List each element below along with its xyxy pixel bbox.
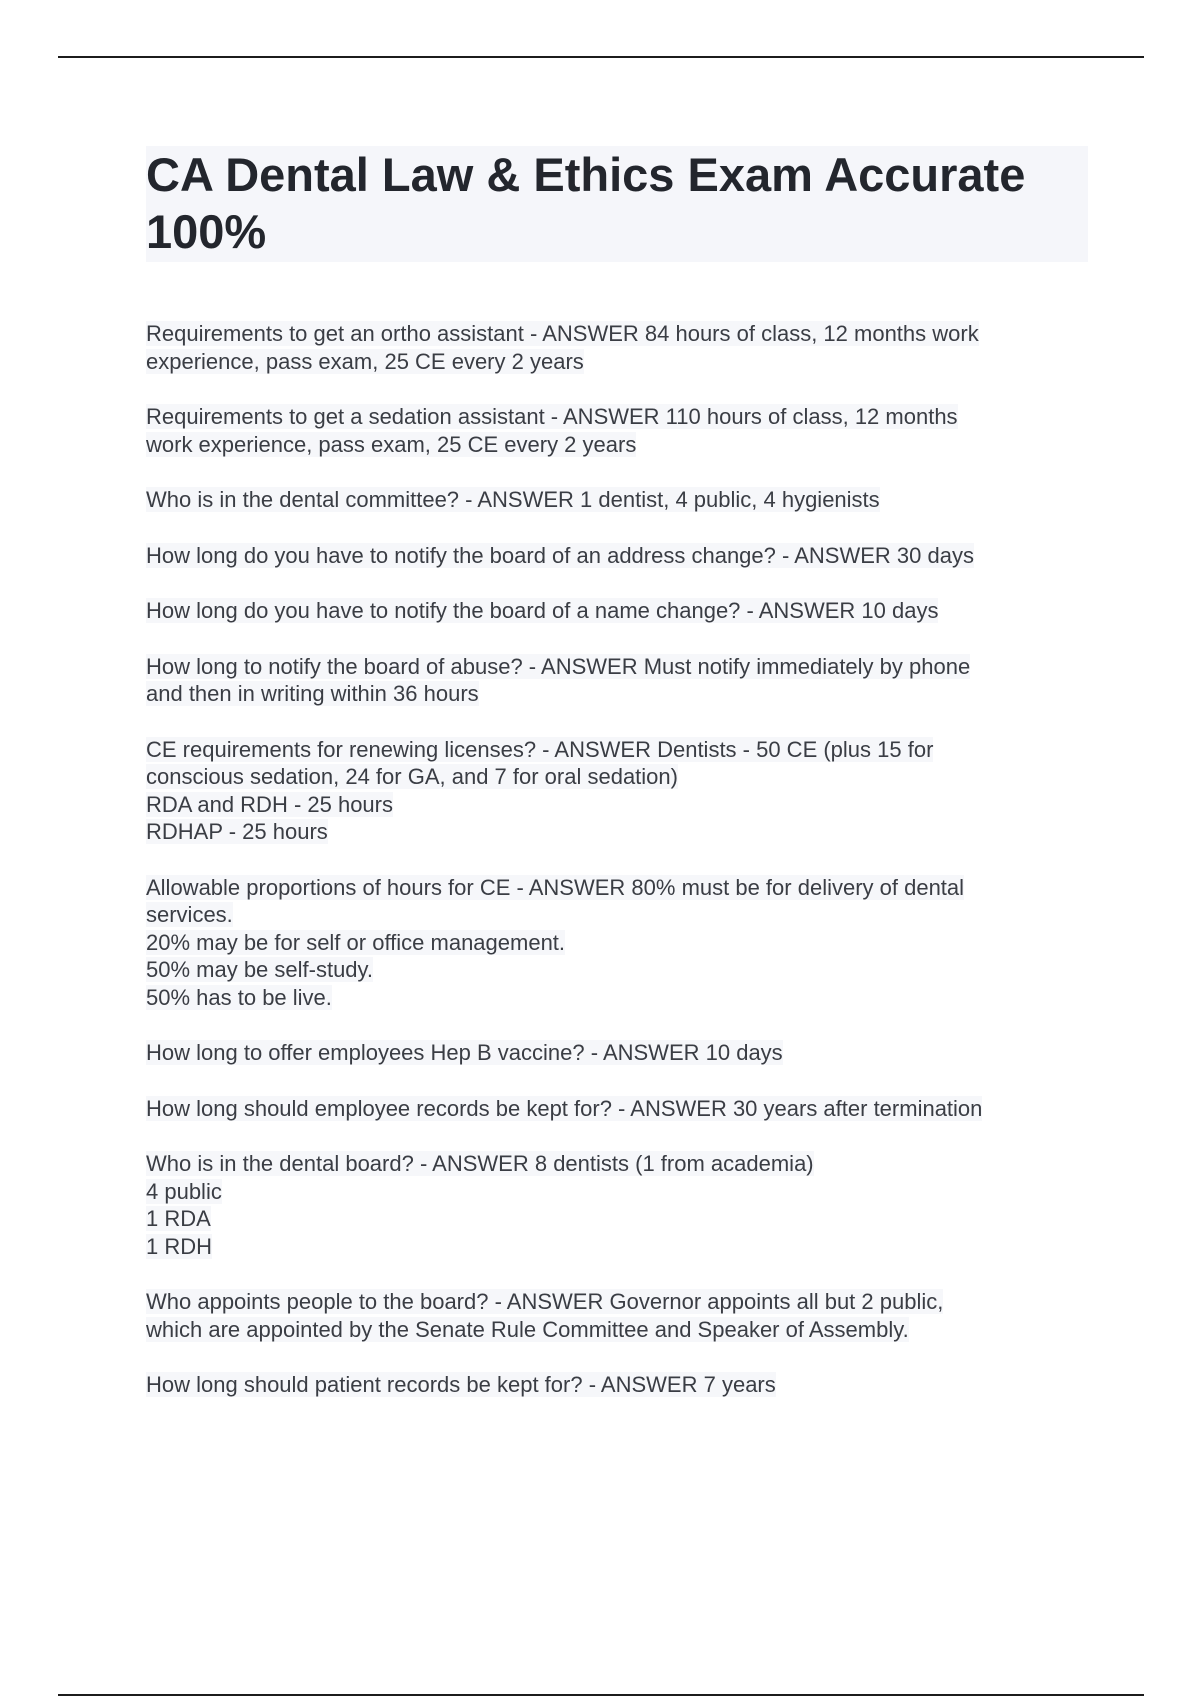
qa-line-text: services. bbox=[146, 902, 233, 927]
qa-line-text: How long should patient records be kept for? - ANSWER 7 years bbox=[146, 1372, 776, 1397]
qa-line bbox=[146, 1150, 1088, 1178]
qa-item bbox=[146, 597, 1088, 625]
qa-line bbox=[146, 1039, 1088, 1067]
qa-line-text: Who is in the dental board? - ANSWER 8 dentists (1 from academia) bbox=[146, 1151, 814, 1176]
qa-line-text: 1 RDH bbox=[146, 1233, 213, 1259]
page-title: CA Dental Law & Ethics Exam Accurate 100% bbox=[146, 146, 1088, 262]
qa-line-text: 50% has to be live. bbox=[146, 984, 332, 1010]
qa-line bbox=[146, 736, 1088, 764]
qa-line-text: 1 RDA bbox=[146, 1206, 211, 1231]
qa-line-text: How long do you have to notify the board of a name change? - ANSWER 10 days bbox=[146, 598, 939, 623]
qa-line bbox=[146, 348, 1088, 376]
qa-line bbox=[146, 1178, 1088, 1206]
qa-line bbox=[146, 984, 1088, 1012]
qa-item bbox=[146, 403, 1088, 458]
qa-line bbox=[146, 874, 1088, 902]
qa-line bbox=[146, 791, 1088, 819]
qa-line-text: Who is in the dental committee? - ANSWER 1 dentist, 4 public, 4 hygienists bbox=[146, 487, 880, 512]
qa-line bbox=[146, 901, 1088, 929]
bottom-rule bbox=[58, 1694, 1144, 1696]
qa-line bbox=[146, 763, 1088, 791]
qa-item bbox=[146, 874, 1088, 1012]
qa-line-text: Who appoints people to the board? - ANSWER Governor appoints all but 2 public, bbox=[146, 1289, 944, 1314]
qa-line-text: Allowable proportions of hours for CE - ANSWER 80% must be for delivery of dental bbox=[146, 874, 965, 900]
qa-line-text: which are appointed by the Senate Rule Committee and Speaker of Assembly. bbox=[146, 1316, 909, 1342]
qa-line bbox=[146, 1233, 1088, 1261]
qa-line-text: Requirements to get an ortho assistant - ANSWER 84 hours of class, 12 months work bbox=[146, 321, 979, 346]
qa-line bbox=[146, 597, 1088, 625]
qa-line bbox=[146, 486, 1088, 514]
qa-line-text: RDA and RDH - 25 hours bbox=[146, 791, 393, 817]
qa-line-text: How long should employee records be kept for? - ANSWER 30 years after termination bbox=[146, 1095, 983, 1121]
qa-line-text: 50% may be self-study. bbox=[146, 957, 374, 982]
qa-line-text: Requirements to get a sedation assistant - ANSWER 110 hours of class, 12 months bbox=[146, 404, 958, 429]
qa-line bbox=[146, 956, 1088, 984]
qa-line-text: conscious sedation, 24 for GA, and 7 for oral sedation) bbox=[146, 764, 678, 789]
qa-item bbox=[146, 486, 1088, 514]
qa-item bbox=[146, 1039, 1088, 1067]
qa-line bbox=[146, 403, 1088, 431]
qa-item bbox=[146, 542, 1088, 570]
qa-item bbox=[146, 1288, 1088, 1343]
qa-item bbox=[146, 653, 1088, 708]
qa-line bbox=[146, 818, 1088, 846]
qa-item bbox=[146, 320, 1088, 375]
qa-line-text: work experience, pass exam, 25 CE every 2 years bbox=[146, 431, 637, 457]
qa-line-text: RDHAP - 25 hours bbox=[146, 819, 328, 844]
qa-line bbox=[146, 431, 1088, 459]
qa-line-text: How long to offer employees Hep B vaccine? - ANSWER 10 days bbox=[146, 1040, 783, 1065]
qa-line bbox=[146, 653, 1088, 681]
qa-line bbox=[146, 320, 1088, 348]
qa-item bbox=[146, 736, 1088, 846]
qa-line bbox=[146, 929, 1088, 957]
qa-line-text: and then in writing within 36 hours bbox=[146, 681, 479, 706]
qa-item bbox=[146, 1095, 1088, 1123]
qa-line bbox=[146, 680, 1088, 708]
qa-line-text: experience, pass exam, 25 CE every 2 years bbox=[146, 348, 584, 374]
qa-line bbox=[146, 1288, 1088, 1316]
qa-line bbox=[146, 1371, 1088, 1399]
qa-line-text: How long to notify the board of abuse? - ANSWER Must notify immediately by phone bbox=[146, 653, 971, 679]
qa-line bbox=[146, 1205, 1088, 1233]
top-rule bbox=[58, 56, 1144, 58]
qa-line bbox=[146, 542, 1088, 570]
qa-line bbox=[146, 1316, 1088, 1344]
qa-list bbox=[146, 320, 1088, 1399]
document-body bbox=[146, 146, 1088, 1427]
qa-line bbox=[146, 1095, 1088, 1123]
qa-line-text: 20% may be for self or office management. bbox=[146, 929, 566, 955]
qa-line-text: CE requirements for renewing licenses? - ANSWER Dentists - 50 CE (plus 15 for bbox=[146, 736, 934, 762]
qa-line-text: How long do you have to notify the board of an address change? - ANSWER 30 days bbox=[146, 542, 974, 568]
qa-line-text: 4 public bbox=[146, 1178, 222, 1204]
qa-item bbox=[146, 1150, 1088, 1260]
qa-item bbox=[146, 1371, 1088, 1399]
